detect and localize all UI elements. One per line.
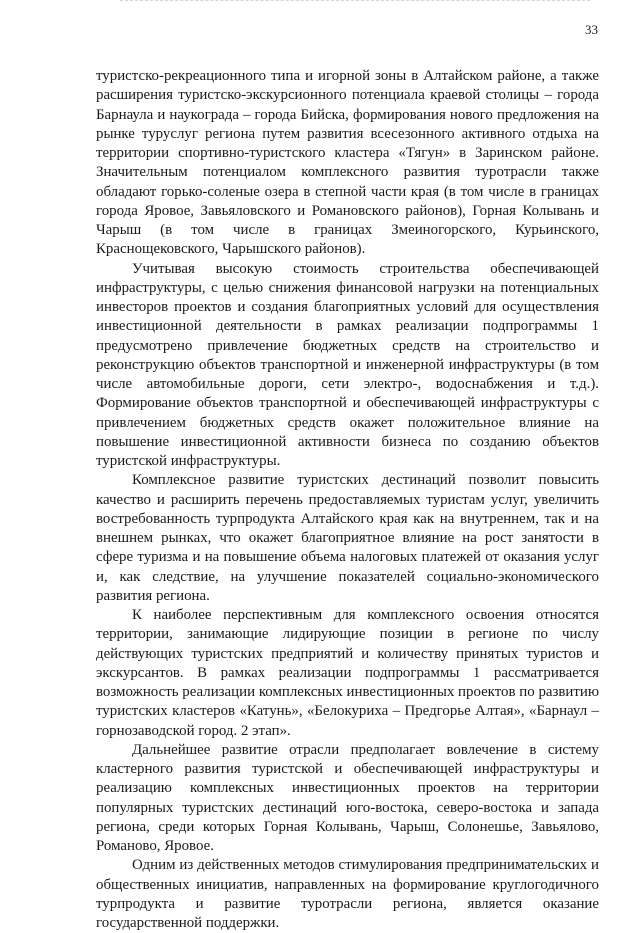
paragraph: Комплексное развитие туристских дестинаций позволит повысить качество и расширить перечень предоставляемых туристам услуг, увеличить востребованность турпродукта Алтайского края как на внутреннем, так и на внешнем рынках, что окажет благоприятное влияние на рост занятости в сфере туризма и на повышение объема налоговых платежей от оказания услуг и, как следствие, на улучшение показателей социально-экономического развития региона. [96, 472, 599, 604]
paragraph-continuation: туристско-рекреационного типа и игорной зоны в Алтайском районе, а также расширения туристско-экскурсионного потенциала краевой столицы – города Барнаула и наукограда – города Бийска, формирования нового предложения на рынке туруслуг региона путем развития всесезонного активного отдыха на территории спортивно-туристского кластера «Тягун» в Заринском районе. Значительным потенциалом комплексного развития туротрасли также обладают горько-соленые озера в степной части края (в том числе в границах города Яровое, Завьяловского и Романовского районов), Горная Колывань и Чарыш (в том числе в границах Змеиногорского, Курьинского, Краснощековского, Чарышского районов). [96, 68, 599, 258]
paragraph: Учитывая высокую стоимость строительства обеспечивающей инфраструктуры, с целью снижения финансовой нагрузки на потенциальных инвесторов проектов и создания благоприятных условий для осуществления инвестиционной деятельности в рамках реализации подпрограммы 1 предусмотрено привлечение бюджетных средств на строительство и реконструкцию объектов транспортной и инженерной инфраструктуры (в том числе автомобильные дороги, сети электро-, водоснабжения и т.д.). Формирование объектов транспортной и обеспечивающей инфраструктуры с привлечением бюджетных средств окажет положительное влияние на повышение инвестиционной активности бизнеса по созданию объектов туристской инфраструктуры. [96, 260, 599, 469]
page-number: 33 [585, 22, 598, 37]
paragraph: К наиболее перспективным для комплексного освоения относятся территории, занимающие лидирующие позиции в регионе по числу действующих туристских предприятий и количеству принятых туристов и экскурсантов. В рамках реализации подпрограммы 1 рассматривается возможность реализации комплексных инвестиционных проектов по развитию туристских кластеров «Катунь», «Белокуриха – Предгорье Алтая», «Барнаул – горнозаводской город. 2 этап». [96, 607, 599, 739]
scan-artifact-line [120, 0, 590, 4]
paragraph: Одним из действенных методов стимулирования предпринимательских и общественных инициатив, направленных на формирование круглогодичного турпродукта и развитие туротрасли региона, является оказание государственной поддержки. [96, 857, 599, 931]
paragraph: Дальнейшее развитие отрасли предполагает вовлечение в систему кластерного развития туристской и обеспечивающей инфраструктуры и реализацию комплексных инвестиционных проектов на территории популярных туристских дестинаций юго-востока, северо-востока и запада региона, среди которых Горная Колывань, Чарыш, Солонешье, Завьялово, Романово, Яровое. [96, 741, 599, 854]
document-body [96, 67, 599, 933]
